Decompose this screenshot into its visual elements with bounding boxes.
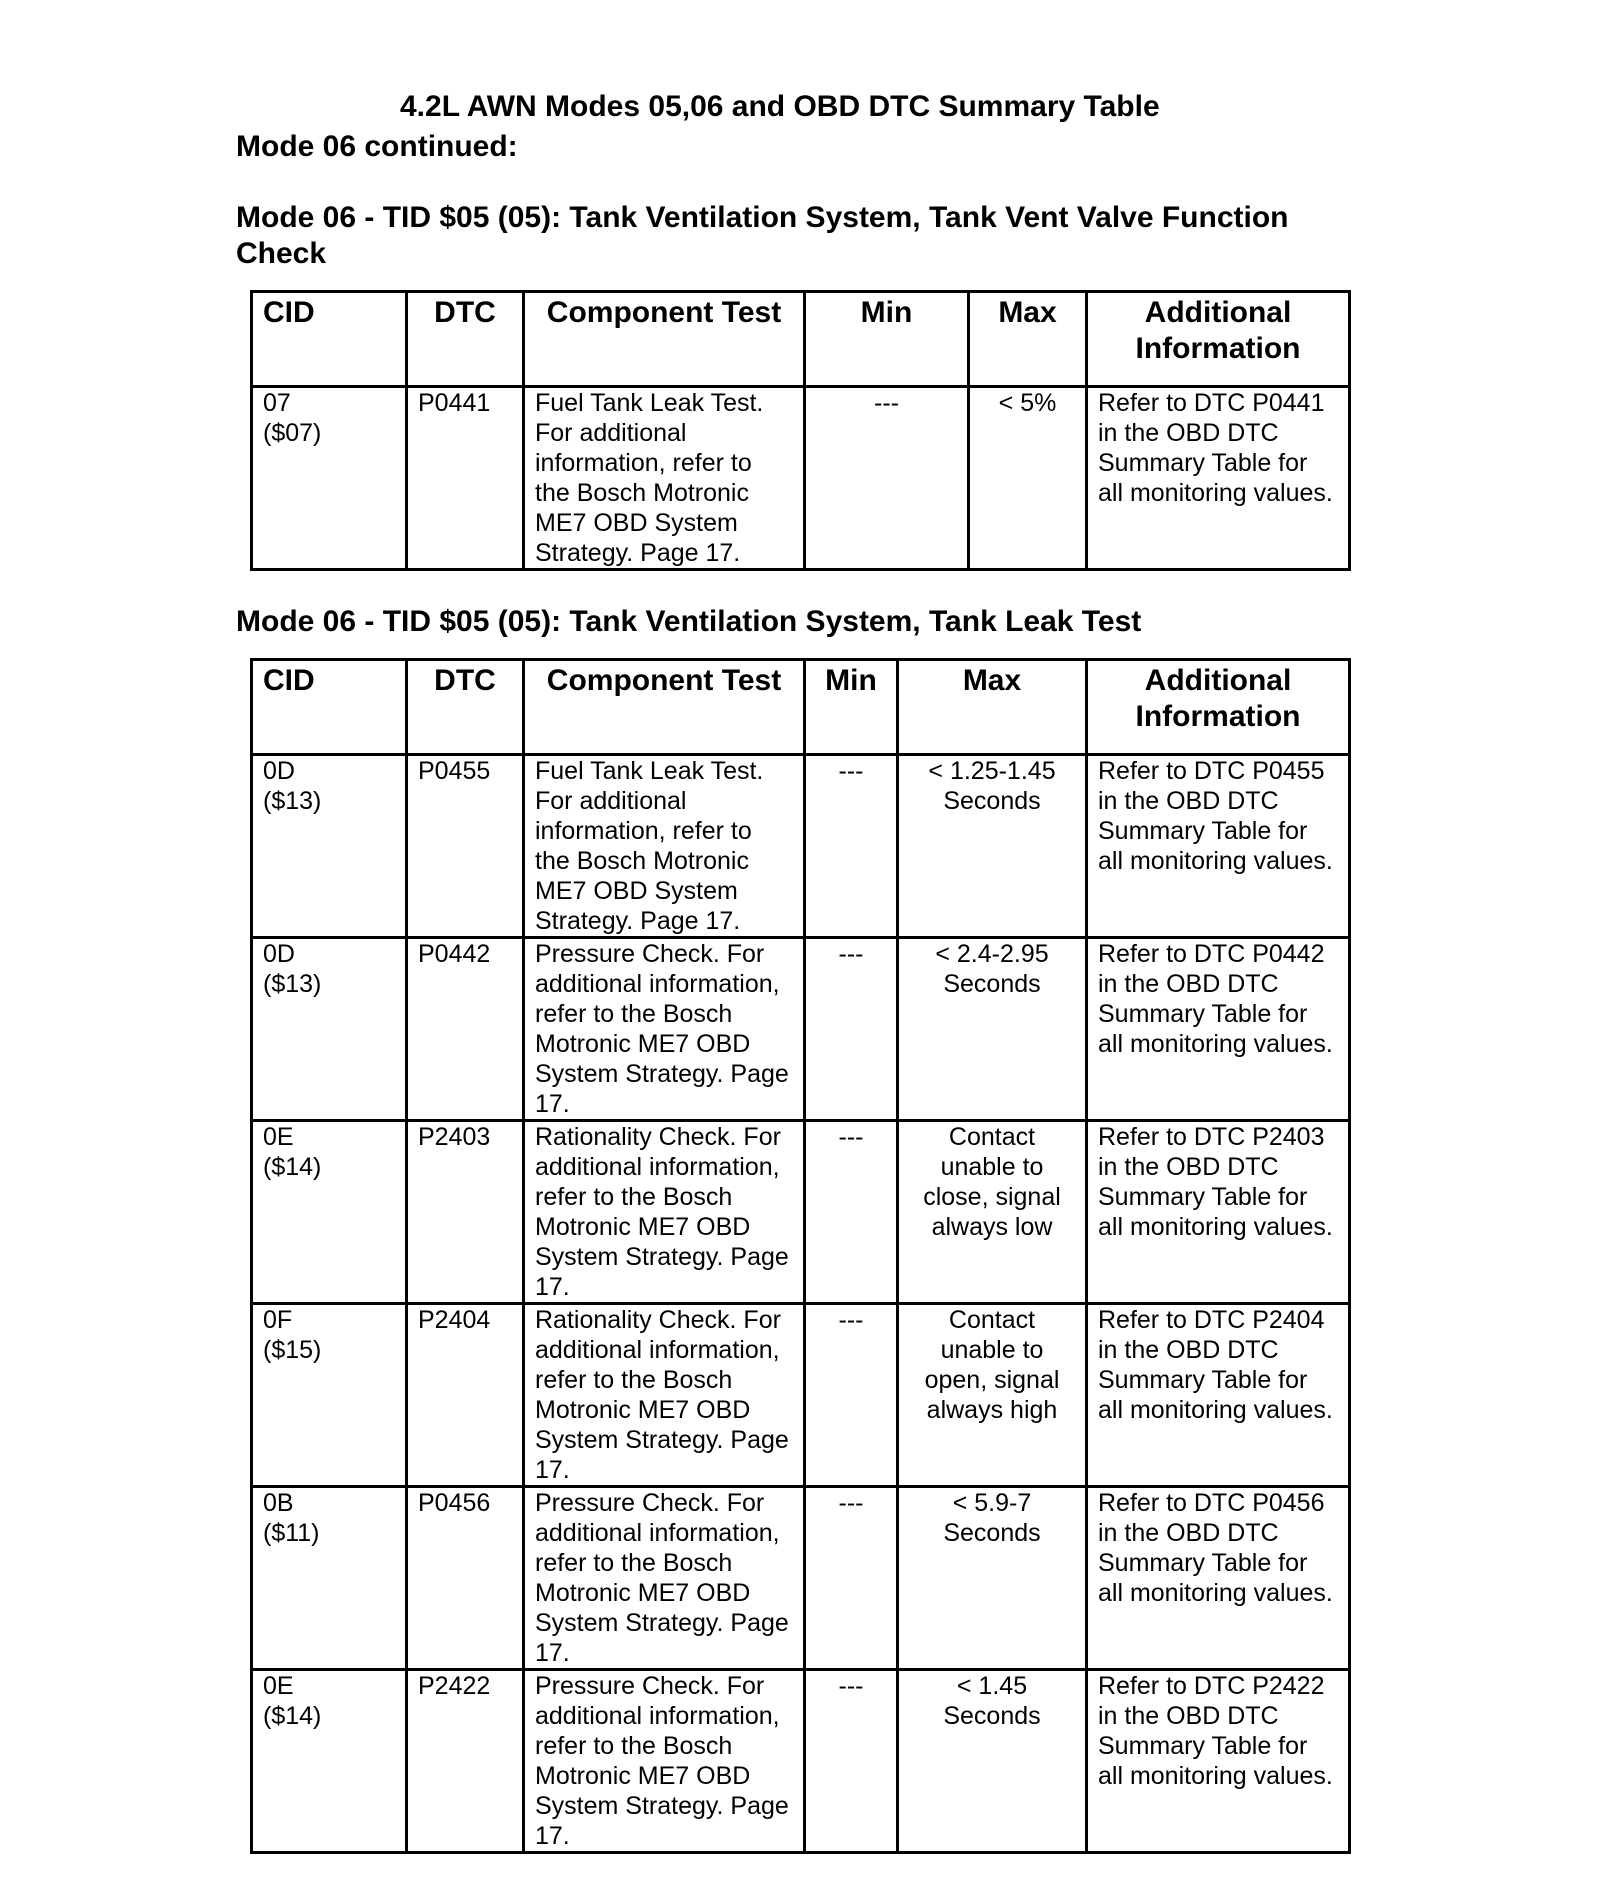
info-cell: Refer to DTC P2403 in the OBD DTC Summary Table for all monitoring values.: [1087, 1121, 1350, 1304]
table-header-row: [252, 660, 1350, 755]
info-cell: Refer to DTC P0441 in the OBD DTC Summary Table for all monitoring values.: [1087, 387, 1350, 570]
header-cid: CID: [252, 660, 407, 755]
table-row: [252, 1670, 1350, 1853]
component-cell: Pressure Check. For additional information, refer to the Bosch Motronic ME7 OBD System Strategy. Page 17.: [524, 1487, 805, 1670]
table-row: [252, 1121, 1350, 1304]
table-row: [252, 1304, 1350, 1487]
cid-cell: 0D ($13): [252, 755, 407, 938]
min-cell: ---: [805, 1304, 898, 1487]
max-cell: < 1.45 Seconds: [898, 1670, 1087, 1853]
section-title-leak-test: Mode 06 - TID $05 (05): Tank Ventilation System, Tank Leak Test: [236, 605, 1142, 638]
max-cell: < 5.9-7 Seconds: [898, 1487, 1087, 1670]
min-cell: ---: [805, 755, 898, 938]
header-additional-info: Additional Information: [1087, 660, 1350, 755]
cid-cell: 0B ($11): [252, 1487, 407, 1670]
header-min: Min: [805, 660, 898, 755]
info-cell: Refer to DTC P0455 in the OBD DTC Summary Table for all monitoring values.: [1087, 755, 1350, 938]
dtc-cell: P0442: [407, 938, 524, 1121]
header-component-test: Component Test: [524, 660, 805, 755]
header-cid: CID: [252, 292, 407, 387]
cid-cell: 07 ($07): [252, 387, 407, 570]
cid-cell: 0F ($15): [252, 1304, 407, 1487]
max-cell: Contact unable to open, signal always high: [898, 1304, 1087, 1487]
cid-cell: 0D ($13): [252, 938, 407, 1121]
component-cell: Fuel Tank Leak Test. For additional information, refer to the Bosch Motronic ME7 OBD System Strategy. Page 17.: [524, 387, 805, 570]
cid-cell: 0E ($14): [252, 1670, 407, 1853]
table-header-row: [252, 292, 1350, 387]
max-cell: < 1.25-1.45 Seconds: [898, 755, 1087, 938]
info-cell: Refer to DTC P2422 in the OBD DTC Summary Table for all monitoring values.: [1087, 1670, 1350, 1853]
info-cell: Refer to DTC P0442 in the OBD DTC Summary Table for all monitoring values.: [1087, 938, 1350, 1121]
component-cell: Pressure Check. For additional information, refer to the Bosch Motronic ME7 OBD System Strategy. Page 17.: [524, 938, 805, 1121]
header-dtc: DTC: [407, 292, 524, 387]
cid-cell: 0E ($14): [252, 1121, 407, 1304]
dtc-cell: P0455: [407, 755, 524, 938]
min-cell: ---: [805, 1670, 898, 1853]
page-title: 4.2L AWN Modes 05,06 and OBD DTC Summary Table: [400, 90, 1160, 123]
table-row: [252, 755, 1350, 938]
dtc-cell: P0441: [407, 387, 524, 570]
vent-valve-table: [250, 290, 1351, 571]
max-cell: < 5%: [969, 387, 1087, 570]
max-cell: Contact unable to close, signal always low: [898, 1121, 1087, 1304]
leak-test-table: [250, 658, 1351, 1854]
header-max: Max: [898, 660, 1087, 755]
min-cell: ---: [805, 1121, 898, 1304]
table-row: [252, 387, 1350, 570]
dtc-cell: P2422: [407, 1670, 524, 1853]
table-row: [252, 938, 1350, 1121]
dtc-cell: P2403: [407, 1121, 524, 1304]
min-cell: ---: [805, 387, 969, 570]
header-additional-info: Additional Information: [1087, 292, 1350, 387]
component-cell: Fuel Tank Leak Test. For additional information, refer to the Bosch Motronic ME7 OBD System Strategy. Page 17.: [524, 755, 805, 938]
min-cell: ---: [805, 1487, 898, 1670]
component-cell: Rationality Check. For additional information, refer to the Bosch Motronic ME7 OBD System Strategy. Page 17.: [524, 1304, 805, 1487]
min-cell: ---: [805, 938, 898, 1121]
header-max: Max: [969, 292, 1087, 387]
component-cell: Rationality Check. For additional information, refer to the Bosch Motronic ME7 OBD System Strategy. Page 17.: [524, 1121, 805, 1304]
continued-label: Mode 06 continued:: [236, 130, 518, 163]
header-min: Min: [805, 292, 969, 387]
table-row: [252, 1487, 1350, 1670]
section-title-vent-valve: Mode 06 - TID $05 (05): Tank Ventilation System, Tank Vent Valve Function Check: [236, 201, 1289, 270]
header-dtc: DTC: [407, 660, 524, 755]
max-cell: < 2.4-2.95 Seconds: [898, 938, 1087, 1121]
dtc-cell: P2404: [407, 1304, 524, 1487]
info-cell: Refer to DTC P0456 in the OBD DTC Summary Table for all monitoring values.: [1087, 1487, 1350, 1670]
dtc-cell: P0456: [407, 1487, 524, 1670]
info-cell: Refer to DTC P2404 in the OBD DTC Summary Table for all monitoring values.: [1087, 1304, 1350, 1487]
component-cell: Pressure Check. For additional information, refer to the Bosch Motronic ME7 OBD System Strategy. Page 17.: [524, 1670, 805, 1853]
header-component-test: Component Test: [524, 292, 805, 387]
